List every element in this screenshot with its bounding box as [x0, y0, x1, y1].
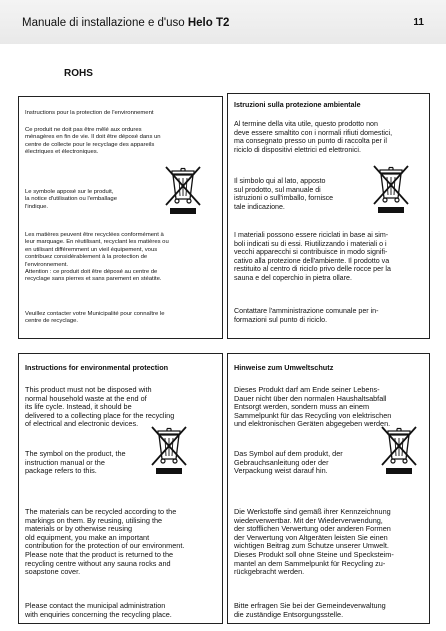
- weee-bin-icon: [369, 164, 413, 214]
- paragraph-german-3: Die Werkstoffe sind gemäß ihrer Kennzeichnung wiederverwertbar. Mit der Wiederverwendung, der stofflichen Verwertung oder anderen Formen der Verwertung von Altgeräten leisten Sie einen wichtigen Beitrag zum Schutze unserer Umwelt. Dieses Produkt soll ohne Steine und Specksteim- mantel an dem Sammelpunkt für Recycling zu- rückgebracht werden.: [234, 507, 394, 577]
- section-title: ROHS: [64, 68, 93, 79]
- paragraph-german-2: Das Symbol auf dem produkt, der Gebrauchsanleitung oder der Verpackung weist darauf hin.: [234, 449, 343, 476]
- weee-bin-icon: [147, 425, 191, 475]
- paragraph-german-1: Dieses Produkt darf am Ende seiner Lebens- Dauer nicht über den normalen Haushaltsabfall Entsorgt werden, sondern muss an einem Sammelpunkt für das Recycling von elektrischen und elektronischen Geräten abgegeben werden.: [234, 385, 392, 429]
- paragraph-french-3: Les matières peuvent être recyclées conformément à leur marquage. En réutilisant, recyclant les matières ou en utilisant différemment un vieil équipement, vous contribuez considérablement à la protection de l'environnement. Attention : ce produit doit être déposé au centre de recyclage sans pierres et sans parement en stéatite.: [25, 232, 169, 283]
- panel-french: [18, 96, 223, 339]
- paragraph-english-3: The materials can be recycled according to the markings on them. By reusing, utilising the materials or by otherwise reusing old equipment, you make an important contribution for the protection of our environment. Please note that the product is returned to the recycling centre without any sauna rocks and soapstone cover.: [25, 507, 185, 577]
- panel-title-french: Instructions pour la protection de l'environnement: [25, 110, 154, 116]
- panel-german: [227, 353, 430, 624]
- weee-bin-icon: [161, 165, 205, 215]
- page-number: 11: [413, 17, 424, 28]
- panel-title-german: Hinweise zum Umweltschutz: [234, 363, 334, 372]
- page-header: [0, 0, 446, 44]
- paragraph-italian-2: Il simbolo qui al lato, apposto sul prodotto, sul manuale di istruzioni o sull'imballo, fornisce tale indicazione.: [234, 177, 334, 211]
- manual-title: Manuale di installazione e d'uso Helo T2: [22, 17, 230, 29]
- paragraph-italian-1: Al termine della vita utile, questo prodotto non deve essere smaltito con i normali rifiuti domestici, ma consegnato presso un punto di raccolta per il riciclo di dispositivi elettrici ed elettronici.: [234, 120, 393, 154]
- panel-english: [18, 353, 223, 624]
- paragraph-english-2: The symbol on the product, the instruction manual or the package refers to this.: [25, 449, 126, 476]
- weee-bin-icon: [377, 425, 421, 475]
- paragraph-english-1: This product must not be disposed with normal household waste at the end of its life cycle. Instead, it should be delivered to a collecting place for the recycling of electrical and electronic devices.: [25, 385, 175, 429]
- paragraph-french-2: Le symbole apposé sur le produit, la notice d'utilisation ou l'emballage l'indique.: [25, 189, 117, 210]
- paragraph-italian-3: I materiali possono essere riciclati in base ai sim- boli indicati su di essi. Riutilizzando i materiali o i vecchi apparecchi si contribuisce in modo signifi- cativo alla protezione dell'ambiente. Il prodotto va restituito al centro di riciclo privo delle rocce per la sauna e del coperchio in pietra ollare.: [234, 231, 391, 282]
- paragraph-french-1: Ce produit ne doit pas être mêlé aux ordures ménagères en fin de vie. Il doit être déposé dans un centre de collecte pour le recyclage des appareils électriques et électroniques.: [25, 127, 161, 156]
- panel-italian: [227, 93, 430, 339]
- panel-title-english: Instructions for environmental protection: [25, 363, 169, 372]
- paragraph-french-4: Veuillez contacter votre Municipalité pour connaître le centre de recyclage.: [25, 311, 165, 325]
- paragraph-italian-4: Contattare l'amministrazione comunale per in- formazioni sul punto di riciclo.: [234, 307, 379, 324]
- panel-title-italian: Istruzioni sulla protezione ambientale: [234, 101, 361, 109]
- paragraph-german-4: Bitte erfragen Sie bei der Gemeindeverwaltung die zuständige Entsorgungsstelle.: [234, 601, 386, 619]
- paragraph-english-4: Please contact the municipal administration with enquiries concerning the recycling place.: [25, 601, 172, 619]
